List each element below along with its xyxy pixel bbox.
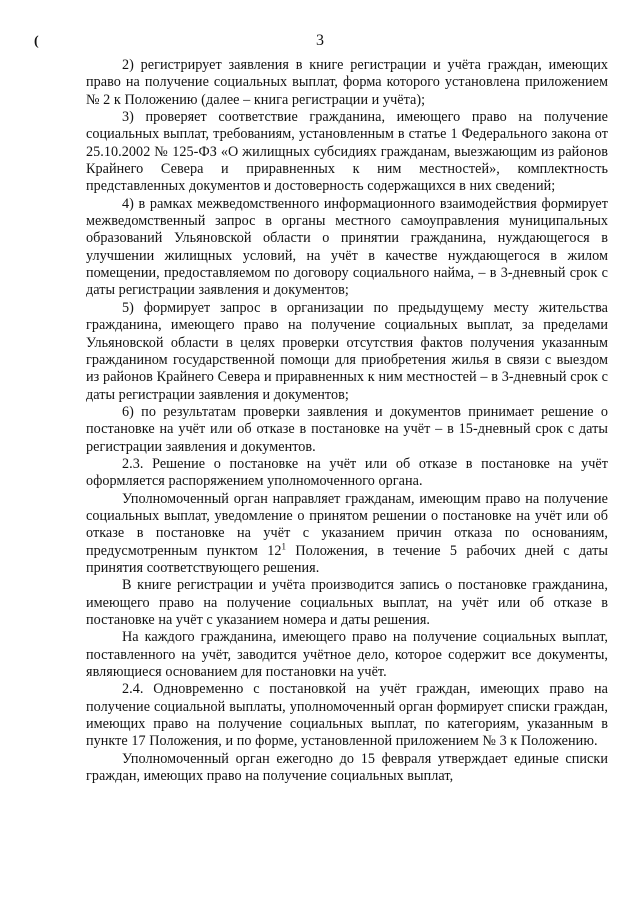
paragraph-item-6: 6) по результатам проверки заявления и документов принимает решение о постановке на учёт или об отказе в постановке на учёт – в 15-дневный срок с даты регистрации заявления и документов.	[86, 403, 608, 455]
paragraph-2-4: 2.4. Одновременно с постановкой на учёт граждан, имеющих право на получение социальной выплаты, уполномоченный орган формирует списки граждан, имеющих право на получение социальных выплат, по категориям, указанным в пункте 17 Положения, и по форме, установленной приложением № 3 к Положению.	[86, 681, 608, 750]
paragraph-registry-record: В книге регистрации и учёта производится запись о постановке гражданина, имеющего право на получение социальных выплат, на учёт или об отказе в постановке на учёт с указанием номера и даты решения.	[86, 577, 608, 628]
paragraph-item-2: 2) регистрирует заявления в книге регистрации и учёта граждан, имеющих право на получение социальных выплат, форма которого установлена приложением № 2 к Положению (далее – книга регистрации и учёта);	[86, 57, 608, 108]
paragraph-item-4: 4) в рамках межведомственного информационного взаимодействия формирует межведомственный запрос в органы местного самоуправления муниципальных образований Ульяновской области о принятии гражданина, нуждающегося в улучшении жилищных условий, на учёт в качестве нуждающегося в жилом помещении, предоставляемом по договору социального найма, – в 3-дневный срок с даты регистрации заявления и документов;	[86, 195, 608, 299]
paragraph-notification-text: Уполномоченный орган направляет гражданам, имеющим право на получение социальных выплат, уведомление о принятом решении о постановке на учёт или об отказе в постановке на учёт с указанием причин отказа по основаниям, предусмотренным пунктом 12	[86, 490, 608, 559]
paragraph-annual-lists: Уполномоченный орган ежегодно до 15 февраля утверждает единые списки граждан, имеющих право на получение социальных выплат,	[86, 750, 608, 785]
paragraph-item-3: 3) проверяет соответствие гражданина, имеющего право на получение социальных выплат, требованиям, установленным в статье 1 Федерального закона от 25.10.2002 № 125-ФЗ «О жилищных субсидиях гражданам, выезжающим из районов Крайнего Севера и приравненных к ним местностей», комплектность представленных документов и достоверность содержащихся в них сведений;	[86, 109, 608, 195]
page-number: 3	[316, 32, 324, 49]
superscript-footnote: 1	[281, 540, 287, 551]
scan-mark: (	[34, 34, 39, 49]
paragraph-item-5: 5) формирует запрос в организации по предыдущему месту жительства гражданина, имеющего право на получение социальных выплат, за пределами Ульяновской области в целях проверки отсутствия фактов получения указанным гражданином государственной помощи для приобретения жилья в связи с выездом из районов Крайнего Севера и приравненных к ним местностей – в 3-дневный срок с даты регистрации заявления и документов;	[86, 299, 608, 403]
paragraph-2-3: 2.3. Решение о постановке на учёт или об отказе в постановке на учёт оформляется распоряжением уполномоченного органа.	[86, 455, 608, 490]
paragraph-notification	[86, 491, 608, 578]
document-body	[86, 57, 608, 785]
paragraph-notification-tail: Положения, в течение 5 рабочих дней с даты принятия соответствующего решения.	[86, 542, 608, 576]
paragraph-case-file: На каждого гражданина, имеющего право на получение социальных выплат, поставленного на учёт, заводится учётное дело, которое содержит все документы, являющиеся основанием для постановки на учёт.	[86, 629, 608, 681]
